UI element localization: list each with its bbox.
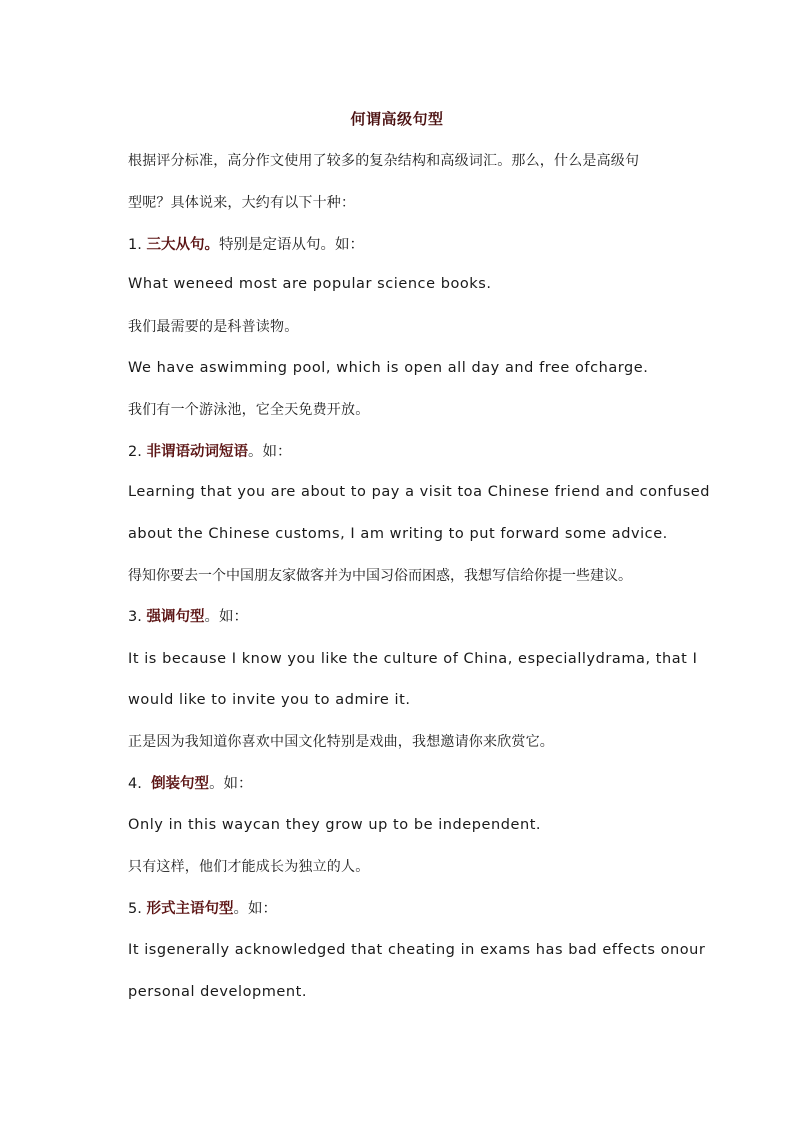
section-5-heading — [128, 900, 277, 918]
section-number: 4. — [128, 776, 152, 792]
section-keyword: 形式主语句型 — [146, 901, 234, 917]
section-2-heading — [128, 443, 291, 461]
example-chinese: 我们最需要的是科普读物。 — [128, 319, 299, 335]
example-english: What weneed most are popular science books. — [128, 276, 492, 292]
section-keyword: 强调句型 — [146, 609, 205, 625]
section-heading-rest: 。如： — [233, 901, 277, 917]
section-heading-rest: 。如： — [247, 444, 292, 460]
section-heading-rest: 特别是定语从句。如： — [218, 237, 364, 253]
section-heading-rest: 。如： — [209, 776, 253, 792]
example-chinese: 只有这样，他们才能成长为独立的人。 — [128, 859, 370, 875]
example-english: It is because I know you like the culture of China, especiallydrama, that I — [128, 651, 698, 667]
example-english: It isgenerally acknowledged that cheating in exams has bad effects onour — [128, 942, 706, 958]
section-number: 1. — [128, 237, 147, 253]
section-3-heading — [128, 608, 248, 626]
example-english: We have aswimming pool, which is open all day and free ofcharge. — [128, 360, 649, 376]
example-chinese: 得知你要去一个中国朋友家做客并为中国习俗而困惑，我想写信给你提一些建议。 — [128, 568, 632, 584]
section-keyword: 倒装句型 — [151, 776, 210, 792]
intro-line-1: 根据评分标准，高分作文使用了较多的复杂结构和高级词汇。那么，什么是高级句 — [128, 153, 640, 169]
section-1-heading — [128, 236, 364, 254]
section-number: 2. — [128, 444, 147, 460]
section-keyword: 非谓语动词短语 — [146, 444, 248, 460]
example-chinese: 我们有一个游泳池，它全天免费开放。 — [128, 402, 370, 418]
intro-line-2: 型呢？具体说来，大约有以下十种： — [128, 195, 356, 211]
page-title: 何谓高级句型 — [350, 110, 444, 128]
section-4-heading — [128, 775, 253, 793]
example-english: personal development. — [128, 984, 308, 1000]
section-keyword: 三大从句。 — [146, 237, 219, 253]
example-chinese: 正是因为我知道你喜欢中国文化特别是戏曲，我想邀请你来欣赏它。 — [128, 734, 554, 750]
section-heading-rest: 。如： — [204, 609, 248, 625]
example-english: would like to invite you to admire it. — [128, 692, 411, 708]
example-english: about the Chinese customs, I am writing to put forward some advice. — [128, 526, 668, 542]
section-number: 3. — [128, 609, 147, 625]
example-english: Only in this waycan they grow up to be independent. — [128, 817, 542, 833]
section-number: 5. — [128, 901, 147, 917]
example-english: Learning that you are about to pay a visit toa Chinese friend and confused — [128, 484, 710, 500]
